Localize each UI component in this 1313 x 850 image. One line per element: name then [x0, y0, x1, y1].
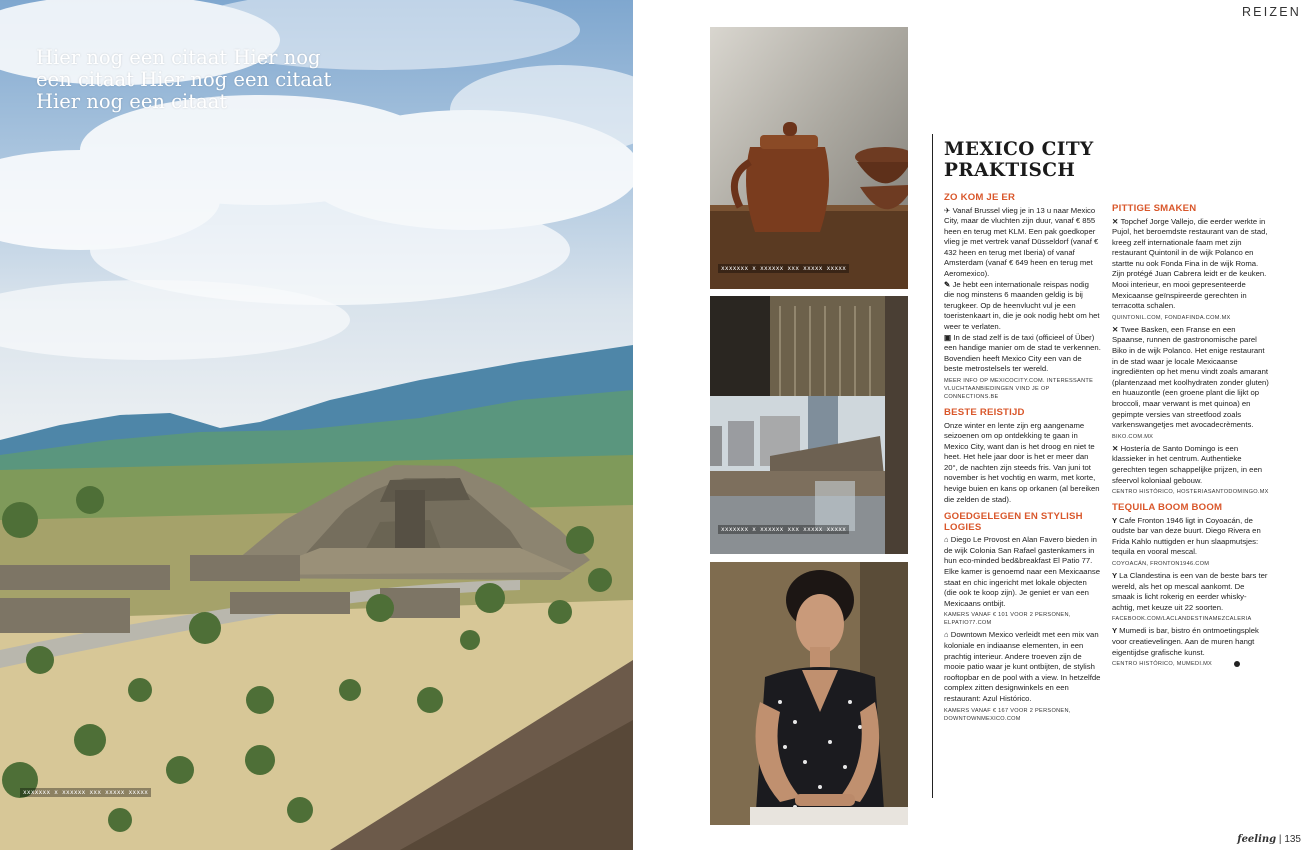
teotihuacan-landscape-illustration — [0, 0, 633, 850]
brand-name: feeling — [1237, 834, 1277, 845]
taxi-paragraph — [944, 333, 1101, 375]
text-vallejo: Topchef Jorge Vallejo, die eerder werkte in Pujol, het beroemdste restaurant van de stad, kreeg zelf internationale faam met zijn restaurant Quintonil in de wijk Polanco en startte nu ook Fonda Fina in de wijk Roma. Zijn protégé Juan Cabrera leidt er de keuken. Mooi interieur, en mooi gepresenteerde Mexicaanse geïnspireerde gerechten in terracotta schalen. — [1112, 216, 1268, 311]
page-folio: feeling | 135 — [1237, 834, 1301, 845]
page-number: 135 — [1284, 834, 1301, 845]
biko-paragraph — [1112, 325, 1269, 431]
portrait-photo — [710, 562, 908, 825]
downtown-paragraph — [944, 630, 1101, 704]
house-icon: ⌂ — [944, 535, 951, 545]
heading-bars: TEQUILA BOOM BOOM — [1112, 502, 1223, 514]
heading-travel: ZO KOM JE ER — [944, 192, 1016, 203]
end-mark-icon — [1234, 661, 1240, 667]
cocktail-glass-icon: Y — [1112, 626, 1120, 636]
text-fronton: Cafe Fronton 1946 ligt in Coyoacán, de oudste bar van deze buurt. Diego Rivera en Frida Kahlo nuttigden er hun slaapmutsjes: tequila en vooral mescal. — [1112, 515, 1261, 557]
hosteria-paragraph — [1112, 444, 1269, 486]
woman-portrait-illustration — [710, 562, 908, 825]
info-mumedi-line — [1112, 660, 1269, 668]
passport-paragraph — [944, 280, 1101, 333]
photo-credit: xxxxxxx x xxxxxx xxx xxxxx xxxxx — [718, 525, 849, 534]
cutlery-icon: ✕ — [1112, 324, 1121, 334]
heading-food: PITTIGE SMAKEN — [1112, 203, 1197, 214]
text-mumedi: Mumedi is bar, bistro én ontmoetingsplek voor creatievelingen. Aan de muren hangt eigentijdse grafische kunst. — [1112, 626, 1259, 657]
clandestina-paragraph — [1112, 571, 1269, 613]
car-icon: ▣ — [944, 332, 954, 342]
article-column-2 — [1112, 204, 1269, 671]
text-clandestina: La Clandestina is een van de beste bars ter wereld, als het op mescal aankomt. De smaak is licht rokerig en eerder whisky-achtig, met keuze uit 22 soorten. — [1112, 571, 1268, 612]
patio-paragraph — [944, 535, 1101, 609]
pottery-photo — [710, 27, 908, 289]
info-mumedi: CENTRO HISTÓRICO, MUMEDI.MX — [1112, 661, 1213, 668]
info-downtown: KAMERS VANAF € 167 VOOR 2 PERSONEN, DOWNTOWNMEXICO.COM — [944, 707, 1071, 722]
text-biko: Twee Basken, een Franse en een Spaanse, runnen de gastronomische parel Biko in de wijk Polanco. Het enige restaurant in de stad waar je locale Mexicaanse ingrediënten op het menu vindt zoals amarant (plantenzaad met koolhydraten zonder gluten) en huauzontle (een groene plant die lijkt op broccoli, maar verwant is met quinoa) en gepimpte versies van streetfood zoals varkenswangetjes met avocadecrèments. — [1112, 324, 1269, 430]
text-season: Onze winter en lente zijn erg aangename seizoenen om op ontdekking te gaan in Mexico City, want dan is het droog en niet te heet. Het hele jaar door is het er meer dan 20°, de nachten zijn steeds fris. Van juni tot november is het vochtig en warm, met korte, hevige buien en kans op orkanen (al bereiken die zelden de stad). — [944, 420, 1100, 504]
photo-credit: xxxxxxx x xxxxxx xxx xxxxx xxxxx — [20, 788, 151, 797]
cocktail-glass-icon: Y — [1112, 571, 1120, 581]
article-title: MEXICO CITY PRAKTISCH — [944, 139, 1094, 181]
pull-quote: Hier nog een citaat Hier nog een citaat Hier nog een citaat Hier nog een citaat — [36, 46, 332, 113]
fronton-paragraph — [1112, 516, 1269, 558]
info-fronton: COYOACÁN, FRONTON1946.COM — [1112, 561, 1210, 568]
info-clandestina: FACEBOOK.COM/LACLANDESTINAMEZCALERIA — [1112, 616, 1252, 623]
vallejo-paragraph — [1112, 217, 1269, 312]
info-biko: BIKO.COM.MX — [1112, 433, 1154, 440]
column-rule — [932, 134, 933, 798]
heading-stay: GOEDGELEGEN EN STYLISH LOGIES — [944, 511, 1083, 533]
text-taxi: In de stad zelf is de taxi (officieel of Über) een handige manier om de stad te verkennen. Bovendien heeft Mexico City een van de beste metrostelsels ter wereld. — [944, 332, 1101, 374]
heading-season: BESTE REISTIJD — [944, 407, 1025, 418]
hero-photo — [0, 0, 633, 850]
text-hosteria: Hostería de Santo Domingo is een klassieker in het centrum. Authentieke gerechten tegen schappelijke prijzen, in een sfeervol koloniaal gebouw. — [1112, 443, 1263, 485]
info-patio: KAMERS VANAF € 101 VOOR 2 PERSONEN, ELPATIO77.COM — [944, 612, 1071, 627]
info-hosteria: CENTRO HISTÓRICO, HOSTERIASANTODOMINGO.MX — [1112, 489, 1269, 496]
text-passport: Je hebt een internationale reispas nodig die nog minstens 6 maanden geldig is bij terugkeer. Op de heenvlucht vul je een toeristenkaart in, die je ook nodig hebt om het weer te verlaten. — [944, 279, 1100, 332]
info-vallejo: QUINTONIL.COM, FONDAFINDA.COM.MX — [1112, 314, 1231, 321]
text-flight: ✈ Vanaf Brussel vlieg je in 13 u naar Mexico City, maar de vluchten zijn duur, vanaf € 855 heen en terug met KLM. Een pak goedkoper vlieg je met vertrek vanaf Düsseldorf (vanaf € 432 heen en terug met Iberia) of vanaf Amsterdam (vanaf € 649 heen en terug met Aeromexico). — [944, 205, 1099, 279]
text-downtown: Downtown Mexico verleidt met een mix van koloniale en indiaanse elementen, in een prachtig interieur. Andere troeven zijn de mooie patio waar je kunt ontbijten, de stylish rooftopbar en de pool with a view. In hetzelfde complex zitten designwinkels en een restaurant: Azul Histórico. — [944, 630, 1101, 703]
text-patio: Diego Le Provost en Alan Favero bieden in de wijk Colonia San Rafael gastenkamers in hun eco-minded bed&breakfast El Patio 77. Elke kamer is genoemd naar een Mexicaanse staat en chic ingericht met lokale objecten (die ook te koop zijn). Je geniet er van een Mexicaans ontbijt. — [944, 535, 1100, 608]
passport-icon: ✎ — [944, 279, 953, 289]
section-label: REIZEN — [1241, 5, 1301, 19]
mumedi-paragraph — [1112, 626, 1269, 658]
pottery-illustration — [710, 27, 908, 289]
info-travel: MEER INFO OP MEXICOCITY.COM. INTERESSANTE VLUCHTAANBIEDINGEN VIND JE OP CONNECTIONS.BE — [944, 378, 1094, 400]
museum-fountain-illustration — [710, 296, 908, 554]
house-icon: ⌂ — [944, 630, 951, 640]
cutlery-icon: ✕ — [1112, 216, 1121, 226]
photo-credit: xxxxxxx x xxxxxx xxx xxxxx xxxxx — [718, 264, 849, 273]
architecture-photo — [710, 296, 908, 554]
article-column-1 — [944, 193, 1101, 726]
cocktail-glass-icon: Y — [1112, 515, 1120, 525]
cutlery-icon: ✕ — [1112, 443, 1121, 453]
